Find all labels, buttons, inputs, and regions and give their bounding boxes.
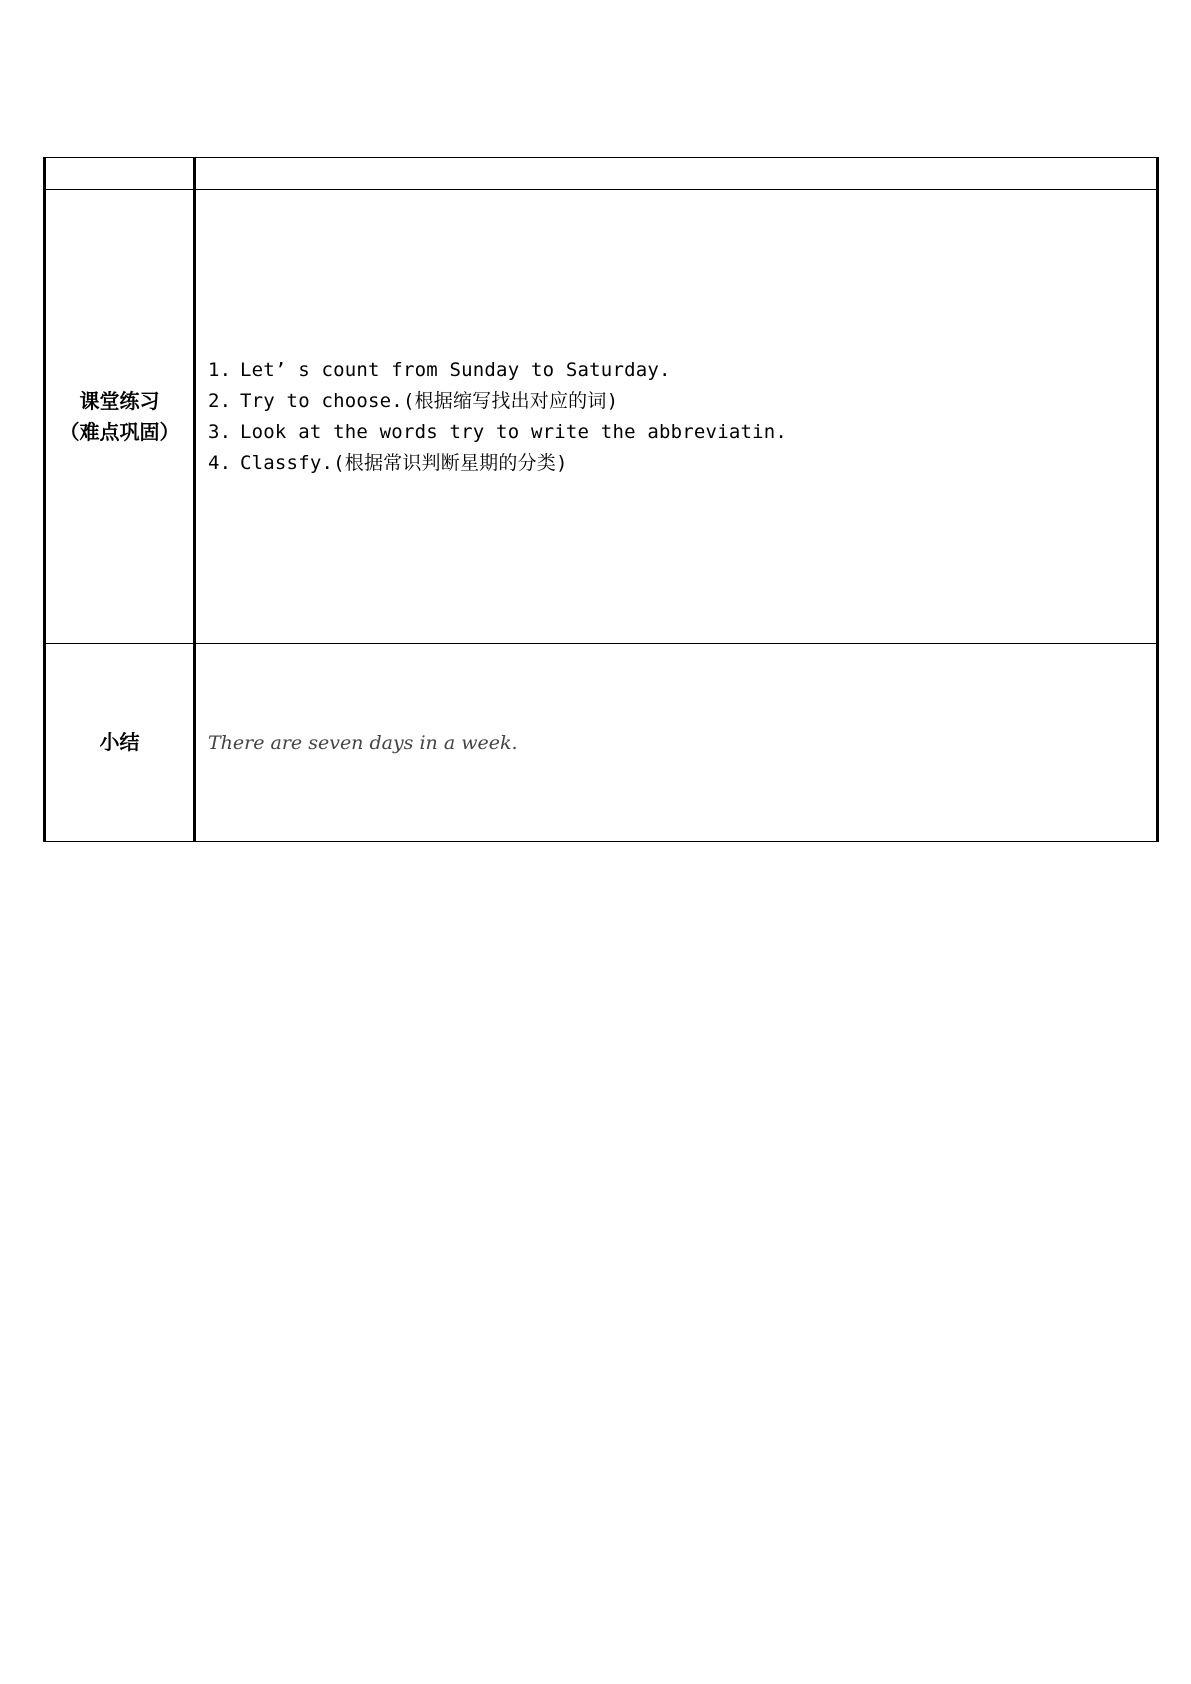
practice-item-number: 4.	[208, 451, 232, 474]
lesson-plan-table	[43, 157, 1159, 842]
summary-label-cell	[45, 644, 195, 842]
practice-content-cell	[195, 190, 1158, 644]
header-right-cell	[195, 158, 1158, 190]
practice-item-number: 3.	[208, 420, 232, 443]
practice-item-number: 1.	[208, 358, 232, 381]
summary-row	[45, 644, 1158, 842]
practice-item-1	[208, 355, 1156, 386]
practice-item-text: Classfy.(根据常识判断星期的分类)	[240, 451, 568, 474]
practice-item-3	[208, 417, 1156, 448]
summary-content-cell	[195, 644, 1158, 842]
practice-row	[45, 190, 1158, 644]
header-left-cell	[45, 158, 195, 190]
practice-item-2	[208, 386, 1156, 417]
practice-item-text: Look at the words try to write the abbreviatin.	[240, 420, 788, 443]
practice-item-number: 2.	[208, 389, 232, 412]
practice-sublabel: （难点巩固）	[59, 419, 180, 444]
practice-list	[196, 355, 1156, 479]
practice-item-text: Try to choose.(根据缩写找出对应的词)	[240, 389, 619, 412]
practice-label-cell	[45, 190, 195, 644]
practice-label: 课堂练习	[79, 388, 160, 413]
practice-item-4	[208, 448, 1156, 479]
practice-item-text: Let’ s count from Sunday to Saturday.	[240, 358, 671, 381]
table-header-row	[45, 158, 1158, 190]
summary-label: 小结	[99, 730, 140, 754]
summary-text: There are seven days in a week.	[208, 731, 518, 754]
